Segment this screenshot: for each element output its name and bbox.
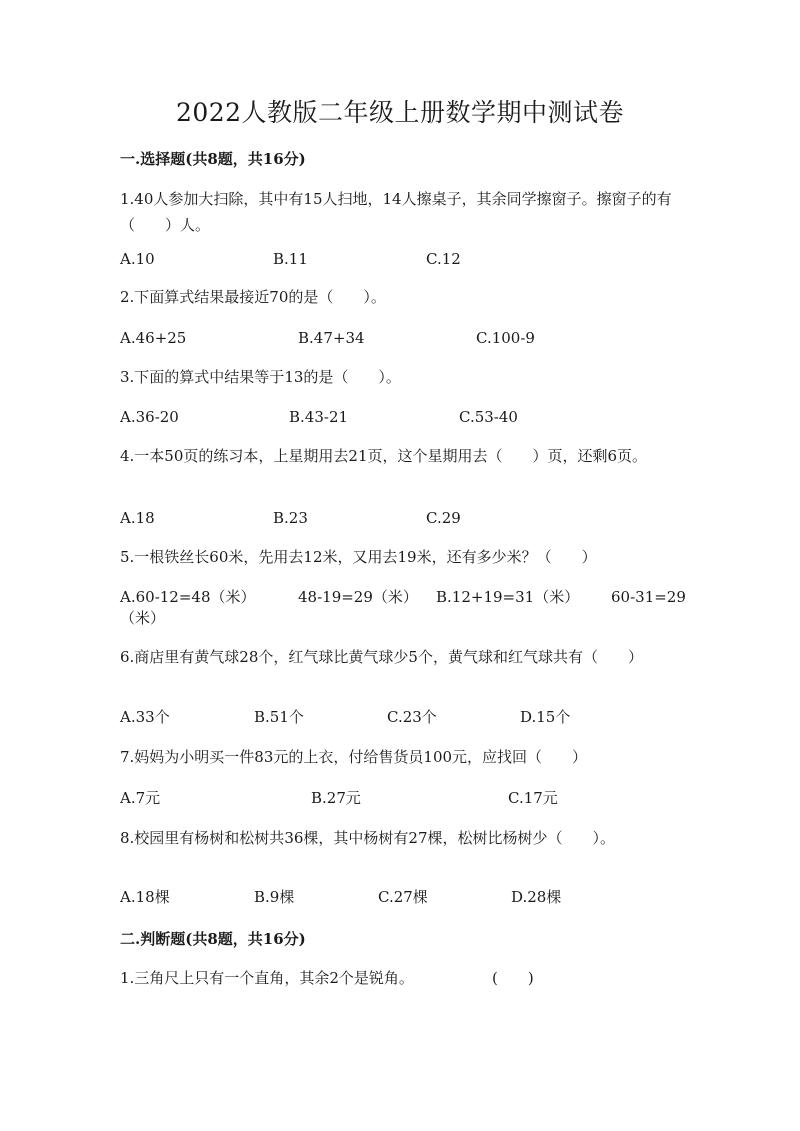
option-1b: B.11 <box>273 250 308 268</box>
option-3a: A.36-20 <box>120 408 179 426</box>
option-7a: A.7元 <box>120 789 161 807</box>
option-3b: B.43-21 <box>289 408 349 426</box>
option-2a: A.46+25 <box>120 329 187 347</box>
option-7c: C.17元 <box>508 789 558 807</box>
option-8a: A.18棵 <box>120 888 170 906</box>
question-5: 5.一根铁丝长60米，先用去12米，又用去19米，还有多少米？（ ） <box>120 548 597 566</box>
judge-answer-bracket: ( ) <box>492 969 534 987</box>
option-2b: B.47+34 <box>298 329 365 347</box>
option-6d: D.15个 <box>520 708 571 726</box>
section-heading-judge: 二.判断题(共8题，共16分) <box>120 930 306 948</box>
question-4: 4.一本50页的练习本，上星期用去21页，这个星期用去（ ）页，还剩6页。 <box>120 447 648 465</box>
option-6c: C.23个 <box>387 708 437 726</box>
option-4b: B.23 <box>273 509 308 527</box>
option-2c: C.100-9 <box>476 329 535 347</box>
option-5a: A.60-12=48（米） <box>120 588 256 606</box>
option-6b: B.51个 <box>254 708 304 726</box>
option-3c: C.53-40 <box>459 408 518 426</box>
option-7b: B.27元 <box>311 789 361 807</box>
option-8c: C.27棵 <box>378 888 428 906</box>
question-7: 7.妈妈为小明买一件83元的上衣，付给售货员100元，应找回（ ） <box>120 748 588 766</box>
option-5b-step2: 60-31=29 <box>611 588 686 606</box>
question-6: 6.商店里有黄气球28个，红气球比黄气球少5个，黄气球和红气球共有（ ） <box>120 648 643 666</box>
question-8: 8.校园里有杨树和松树共36棵，其中杨树有27棵，松树比杨树少（ ）。 <box>120 829 615 847</box>
section-heading-choice: 一.选择题(共8题，共16分) <box>120 150 306 168</box>
option-5-unit: （米） <box>120 609 166 627</box>
judge-question-1: 1.三角尺上只有一个直角，其余2个是锐角。 <box>120 969 414 987</box>
option-6a: A.33个 <box>120 708 170 726</box>
option-5a-step2: 48-19=29（米） <box>298 588 418 606</box>
option-1a: A.10 <box>120 250 155 268</box>
option-1c: C.12 <box>426 250 461 268</box>
option-8b: B.9棵 <box>254 888 295 906</box>
option-4a: A.18 <box>120 509 155 527</box>
page-title: 2022人教版二年级上册数学期中测试卷 <box>175 98 625 127</box>
option-8d: D.28棵 <box>511 888 562 906</box>
question-2: 2.下面算式结果最接近70的是（ ）。 <box>120 288 386 306</box>
question-1: 1.40人参加大扫除，其中有15人扫地，14人擦桌子，其余同学擦窗子。擦窗子的有（ ）人。 <box>120 190 672 234</box>
question-3: 3.下面的算式中结果等于13的是（ ）。 <box>120 368 401 386</box>
option-5b: B.12+19=31（米） <box>436 588 580 606</box>
option-4c: C.29 <box>426 509 461 527</box>
